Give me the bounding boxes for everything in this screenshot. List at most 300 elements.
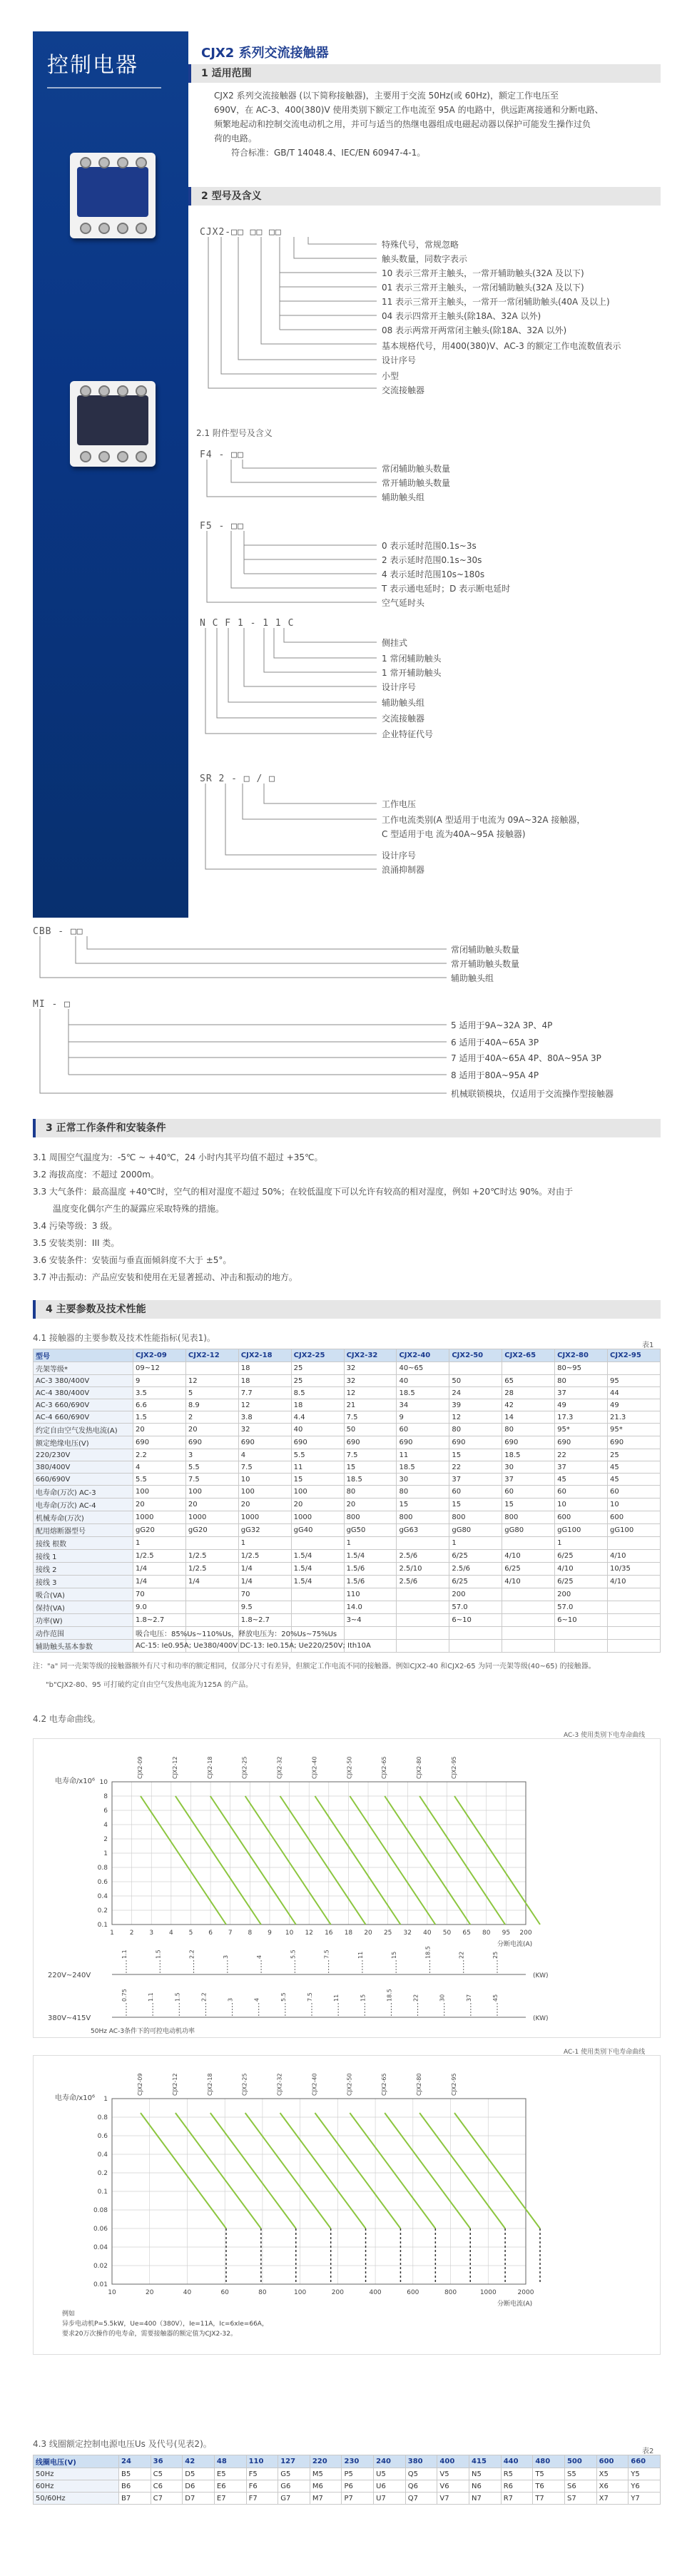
- kw-tick-label: 37: [465, 1994, 472, 2002]
- table-cell: 80: [502, 1424, 555, 1436]
- table-cell: [502, 1362, 555, 1375]
- table-cell: [449, 1640, 502, 1653]
- sr-label: 工作电压: [382, 799, 417, 809]
- table-cell: 70: [238, 1588, 291, 1601]
- table-cell: X6: [596, 2480, 629, 2493]
- table-cell: 1000: [238, 1511, 291, 1524]
- table-cell: 1000: [291, 1511, 344, 1524]
- table-header-cell: 110: [246, 2455, 278, 2468]
- table-cell: 380/400V: [34, 1461, 133, 1474]
- x-tick-label: 20: [146, 2289, 154, 2296]
- series-line: [315, 2113, 400, 2228]
- parameters-table: [33, 1349, 661, 1653]
- series-label: CJX2-50: [346, 1756, 353, 1779]
- table-row: [34, 1576, 661, 1588]
- table-cell: [502, 1588, 555, 1601]
- y-tick-label: 0.8: [97, 1865, 108, 1872]
- table-cell: 6/25: [449, 1550, 502, 1563]
- table-cell: 95*: [608, 1424, 661, 1436]
- table-cell: 50Hz: [34, 2468, 119, 2480]
- table-cell: AC-3 380/400V: [34, 1375, 133, 1387]
- table-cell: 1/2.5: [238, 1550, 291, 1563]
- ncf-label: 1 常闭辅助触头: [382, 654, 442, 664]
- table-cell: Q6: [405, 2480, 437, 2493]
- ncf-label: 辅助触头组: [382, 698, 425, 708]
- series-label: CJX2-25: [241, 2073, 248, 2096]
- example-text: 异步电动机P=5.5kW，Ue=400（380V），Ie=11A，Ic=6xIe=66A，: [62, 2321, 268, 2328]
- table-cell: 保持(VA): [34, 1601, 133, 1614]
- table-cell: 7.7: [238, 1387, 291, 1399]
- table-cell: 690: [555, 1436, 608, 1449]
- page-title: CJX2 系列交流接触器: [201, 46, 329, 61]
- kw-tick-label: 22: [458, 1951, 465, 1959]
- table-cell: [555, 1627, 608, 1640]
- table-cell: AC-4 660/690V: [34, 1411, 133, 1424]
- f4-label: 常开辅助触头数量: [382, 478, 451, 488]
- kw-tick-label: 3: [227, 1997, 234, 2002]
- table-cell: 4/10: [555, 1563, 608, 1576]
- kw-tick-label: 18.5: [424, 1946, 432, 1959]
- table-cell: 25: [291, 1375, 344, 1387]
- table-cell: 12: [185, 1375, 238, 1387]
- sidebar: [33, 31, 188, 918]
- table-cell: gG100: [608, 1524, 661, 1537]
- table-cell: M6: [310, 2480, 342, 2493]
- x-tick-label: 80: [482, 1930, 491, 1937]
- series-line: [141, 2113, 226, 2228]
- ncf-label: 企业特征代号: [382, 729, 434, 739]
- kw-caption: 50Hz AC-3条件下的可控电动机功率: [91, 2028, 195, 2035]
- series-label: CJX2-09: [137, 1756, 143, 1779]
- table-cell: 17.3: [555, 1411, 608, 1424]
- series-line: [175, 2113, 261, 2228]
- y-tick-label: 8: [103, 1793, 108, 1800]
- y-tick-label: 0.01: [93, 2281, 108, 2288]
- table-cell: 7.5: [238, 1461, 291, 1474]
- table-row: [34, 1461, 661, 1474]
- product-image-contactor-side: [56, 367, 170, 474]
- kw-unit-label: (KW): [533, 2015, 549, 2022]
- brand-underline: [47, 87, 161, 88]
- section-heading-scope: 1 适用范围: [188, 64, 661, 83]
- x-tick-label: 18: [344, 1930, 353, 1937]
- table-cell: 6.6: [133, 1399, 186, 1411]
- table-cell: 60: [397, 1424, 449, 1436]
- table-cell: 1.8~2.7: [133, 1614, 186, 1627]
- x-tick-label: 12: [305, 1930, 313, 1937]
- table-cell: 690: [238, 1436, 291, 1449]
- table-cell: gG100: [555, 1524, 608, 1537]
- table-cell: 32: [344, 1375, 397, 1387]
- table-cell: 50: [449, 1375, 502, 1387]
- table-cell: 65: [502, 1375, 555, 1387]
- table-cell: 10: [238, 1474, 291, 1486]
- table-row: [34, 2480, 661, 2493]
- table-cell: E7: [214, 2493, 246, 2505]
- table-cell: 1/4: [133, 1576, 186, 1588]
- table-cell: 690: [608, 1436, 661, 1449]
- kw-tick-label: 1.5: [155, 1949, 162, 1959]
- table-cell: 15: [502, 1499, 555, 1511]
- table-cell: 37: [555, 1387, 608, 1399]
- table-cell: 18.5: [344, 1474, 397, 1486]
- table-header-cell: 48: [214, 2455, 246, 2468]
- kw-tick-label: 30: [439, 1994, 446, 2002]
- table-row: [34, 1563, 661, 1576]
- table-cell: 接线 根数: [34, 1537, 133, 1550]
- table-cell: 接线 3: [34, 1576, 133, 1588]
- table-cell: 22: [555, 1449, 608, 1461]
- model-label: 11 表示三常开主触头，一常开一常闭辅助触头(40A 及以上): [382, 297, 610, 307]
- sr-label: 工作电流类别(A 型适用于电流为 09A~32A 接触器，: [382, 815, 586, 825]
- kw-tick-label: 11: [333, 1994, 340, 2002]
- table-header-cell: 600: [596, 2455, 629, 2468]
- table-cell: 60: [608, 1486, 661, 1499]
- series-label: CJX2-32: [276, 1756, 283, 1779]
- series-label: CJX2-50: [346, 2073, 353, 2096]
- table-cell: Y6: [629, 2480, 661, 2493]
- table-cell: 18: [238, 1362, 291, 1375]
- table-cell: M5: [310, 2468, 342, 2480]
- series-label: CJX2-95: [451, 2073, 457, 2096]
- table-cell: 1.8~2.7: [238, 1614, 291, 1627]
- kw-tick-label: 7.5: [323, 1949, 330, 1959]
- cbb-code: CBB - □□: [33, 926, 83, 937]
- mi-label: 7 适用于40A~65A 4P、80A~95A 3P: [451, 1053, 601, 1063]
- table-cell: 800: [502, 1511, 555, 1524]
- table-cell: [397, 1627, 449, 1640]
- table-header-cell: CJX2-32: [344, 1349, 397, 1362]
- table-cell: 09~12: [133, 1362, 186, 1375]
- f4-label: 常闭辅助触头数量: [382, 464, 451, 474]
- table-cell: 18: [238, 1375, 291, 1387]
- table-cell: 15: [344, 1461, 397, 1474]
- table-cell: 9.0: [133, 1601, 186, 1614]
- x-tick-label: 2000: [517, 2289, 534, 2296]
- table-row: [34, 1375, 661, 1387]
- x-tick-label: 20: [364, 1930, 372, 1937]
- table-row: [34, 1436, 661, 1449]
- table-cell: 8.9: [185, 1399, 238, 1411]
- table-header-cell: 型号: [34, 1349, 133, 1362]
- table-row: [34, 1601, 661, 1614]
- ncf-code: N C F 1 - 1 1 C: [200, 618, 295, 629]
- kw-tick-label: 1.1: [121, 1949, 128, 1959]
- sr-label: 浪涌抑制器: [382, 865, 425, 875]
- kw-tick-label: 22: [412, 1994, 419, 2002]
- table-cell: 40: [291, 1424, 344, 1436]
- model-code: CJX2-□□ □□ □□: [200, 227, 282, 238]
- table-cell: 2.5/6: [449, 1563, 502, 1576]
- sr-label: C 型适用于电 流为40A~95A 接触器): [382, 829, 526, 839]
- table-header-cell: 480: [533, 2455, 565, 2468]
- table-cell: 49: [555, 1399, 608, 1411]
- x-axis-label: 分断电流(A): [497, 1941, 533, 1948]
- table-cell: 39: [449, 1399, 502, 1411]
- ncf-label: 侧挂式: [382, 638, 408, 648]
- table-cell: 4: [133, 1461, 186, 1474]
- sidebar-brand: 控制电器: [47, 53, 138, 78]
- kw-tick-label: 45: [492, 1994, 499, 2002]
- condition-item: 3.4 污染等级：3 级。: [33, 1221, 118, 1231]
- model-label: 小型: [382, 371, 400, 381]
- table-cell: 1.5/4: [291, 1563, 344, 1576]
- x-tick-label: 7: [228, 1930, 233, 1937]
- table-cell: AC-3 660/690V: [34, 1399, 133, 1411]
- series-line: [419, 2113, 505, 2228]
- x-tick-label: 1: [110, 1930, 114, 1937]
- table-cell: D6: [183, 2480, 215, 2493]
- model-label: 基本规格代号，用400(380)V、AC-3 的额定工作电流数值表示: [382, 341, 621, 351]
- table-cell: 1000: [133, 1511, 186, 1524]
- table-row: [34, 1387, 661, 1399]
- table-cell: 57.0: [449, 1601, 502, 1614]
- table-cell: 2.5/6: [397, 1550, 449, 1563]
- series-label: CJX2-80: [416, 1756, 423, 1779]
- table-cell: 60Hz: [34, 2480, 119, 2493]
- table-cell: 30: [397, 1474, 449, 1486]
- table-cell: 2.2: [133, 1449, 186, 1461]
- table-header-cell: CJX2-80: [555, 1349, 608, 1362]
- table-cell: gG20: [133, 1524, 186, 1537]
- table-cell: 5.5: [185, 1461, 238, 1474]
- series-label: CJX2-95: [451, 1756, 457, 1779]
- table-cell: 1: [133, 1537, 186, 1550]
- series-line: [385, 1796, 470, 1925]
- table-cell: F6: [246, 2480, 278, 2493]
- chart-ac3-svg: [34, 1739, 660, 2037]
- table-cell: 32: [238, 1424, 291, 1436]
- table-header-cell: CJX2-65: [502, 1349, 555, 1362]
- model-label: 特殊代号，常规忽略: [382, 240, 459, 250]
- table-cell: [608, 1601, 661, 1614]
- table-cell: 1/2.5: [185, 1563, 238, 1576]
- table-cell: 21.3: [608, 1411, 661, 1424]
- x-tick-label: 3: [149, 1930, 154, 1937]
- table-cell: 3.5: [133, 1387, 186, 1399]
- condition-item: 3.6 安装条件：安装面与垂直面倾斜度不大于 ±5°。: [33, 1255, 232, 1265]
- table-cell: 4/10: [502, 1576, 555, 1588]
- series-label: CJX2-18: [206, 1756, 213, 1779]
- table-cell: 20: [133, 1499, 186, 1511]
- kw-tick-label: 25: [492, 1951, 499, 1959]
- table-cell: 2: [185, 1411, 238, 1424]
- table-cell: 1/4: [185, 1576, 238, 1588]
- table-cell: V7: [437, 2493, 469, 2505]
- table-cell: 30: [502, 1461, 555, 1474]
- f4-label: 辅助触头组: [382, 492, 425, 502]
- table-row: [34, 1362, 661, 1375]
- table-cell: 1: [344, 1537, 397, 1550]
- series-label: CJX2-40: [311, 2073, 318, 2096]
- sr-tree-lines: [200, 784, 385, 912]
- table-cell: 2.5/10: [397, 1563, 449, 1576]
- table1-note: 注："a" 同一壳架等级的接触器额外有尺寸和功率的额定相同，仅部分尺寸有差异，但额定工作电流不同的接触器。例如CJX2-40 和CJX2-65 为同一壳架等级(40~65) 的接触器。: [33, 1663, 596, 1670]
- scope-standard: 符合标准：GB/T 14048.4、IEC/EN 60947-4-1。: [231, 148, 426, 158]
- x-tick-label: 32: [403, 1930, 412, 1937]
- scope-text: [214, 88, 656, 160]
- example-text: 要求20万次操作的电寿命，需要接触器的额定值为CJX2-32。: [62, 2331, 237, 2338]
- series-label: CJX2-12: [171, 1756, 178, 1779]
- y-tick-label: 1: [103, 2096, 108, 2103]
- x-tick-label: 40: [423, 1930, 432, 1937]
- table-cell: 20: [133, 1424, 186, 1436]
- table-cell: 690: [185, 1436, 238, 1449]
- table-cell: 24: [449, 1387, 502, 1399]
- table-cell: 1.5/6: [344, 1576, 397, 1588]
- table-cell: 42: [502, 1399, 555, 1411]
- table-cell: 1000: [185, 1511, 238, 1524]
- table-cell: 20: [291, 1499, 344, 1511]
- table-cell: [608, 1640, 661, 1653]
- table-cell: 4/10: [502, 1550, 555, 1563]
- series-line: [454, 2113, 540, 2228]
- table-row: [34, 1499, 661, 1511]
- table-cell: 10: [608, 1499, 661, 1511]
- series-line: [350, 1796, 435, 1925]
- table-cell: [555, 1640, 608, 1653]
- scope-line: 690V，在 AC-3、400(380)V 使用类别下额定工作电流至 95A 的电路中，供远距离接通和分断电路、: [214, 105, 604, 115]
- table-row: [34, 1486, 661, 1499]
- table-row: [34, 1550, 661, 1563]
- series-label: CJX2-65: [381, 2073, 388, 2096]
- table-cell: 45: [608, 1474, 661, 1486]
- x-tick-label: 16: [325, 1930, 333, 1937]
- table-cell: 800: [449, 1511, 502, 1524]
- kw-tick-label: 15: [360, 1994, 367, 2002]
- y-tick-label: 4: [103, 1822, 108, 1829]
- table-cell: R6: [501, 2480, 533, 2493]
- table-cell: 接线 1: [34, 1550, 133, 1563]
- table-cell: T7: [533, 2493, 565, 2505]
- table-cell: 1: [238, 1537, 291, 1550]
- sr-code: SR 2 - □ / □: [200, 774, 275, 784]
- kw-tick-label: 1.1: [148, 1992, 155, 2002]
- table-row: [34, 2493, 661, 2505]
- f5-code: F5 - □□: [200, 521, 244, 532]
- table-cell: [291, 1601, 344, 1614]
- kw-unit-label: (KW): [533, 1972, 549, 1979]
- y-tick-label: 0.6: [97, 1879, 108, 1886]
- series-label: CJX2-40: [311, 1756, 318, 1779]
- kw-tick-label: 18.5: [386, 1989, 393, 2002]
- table-cell: 1.5/6: [344, 1563, 397, 1576]
- table-cell: P7: [342, 2493, 374, 2505]
- table-cell: 22: [449, 1461, 502, 1474]
- table-cell: [291, 1614, 344, 1627]
- table-cell: 14.0: [344, 1601, 397, 1614]
- condition-item: 3.3 大气条件：最高温度 +40℃时，空气的相对湿度不超过 50%；在较低温度下可以允许有较高的相对湿度，例如 +20℃时达 90%。对由于: [33, 1187, 574, 1197]
- series-label: CJX2-12: [171, 2073, 178, 2096]
- table-cell: 6~10: [449, 1614, 502, 1627]
- table-cell: 70: [133, 1588, 186, 1601]
- table-cell: 25: [291, 1362, 344, 1375]
- table-cell: Y5: [629, 2468, 661, 2480]
- f5-tree-lines: [200, 531, 385, 617]
- table1-caption: 4.1 接触器的主要参数及技术性能指标(见表1)。: [33, 1333, 215, 1343]
- series-line: [245, 1796, 331, 1925]
- table-cell: B6: [119, 2480, 151, 2493]
- series-label: CJX2-32: [276, 2073, 283, 2096]
- table-cell: 动作范围: [34, 1627, 133, 1640]
- mi-label: 8 适用于80A~95A 4P: [451, 1070, 539, 1080]
- table-cell: [397, 1614, 449, 1627]
- table-cell: Y7: [629, 2493, 661, 2505]
- table-cell: 49: [608, 1399, 661, 1411]
- model-label: 交流接触器: [382, 385, 425, 395]
- table-cell: 40~65: [397, 1362, 449, 1375]
- table-cell: 12: [449, 1411, 502, 1424]
- table-cell: 18.5: [502, 1449, 555, 1461]
- table-cell: 1: [555, 1537, 608, 1550]
- table-cell: 电寿命(万次) AC-4: [34, 1499, 133, 1511]
- table-cell: 110: [344, 1588, 397, 1601]
- table-cell: 接线 2: [34, 1563, 133, 1576]
- table-cell: 功率(W): [34, 1614, 133, 1627]
- table-cell: [449, 1362, 502, 1375]
- table-cell: 200: [449, 1588, 502, 1601]
- table-cell: G5: [278, 2468, 310, 2480]
- table-cell: 95*: [555, 1424, 608, 1436]
- kw-tick-label: 15: [391, 1951, 398, 1959]
- table-cell: P5: [342, 2468, 374, 2480]
- table-cell: 600: [555, 1511, 608, 1524]
- table-cell: 44: [608, 1387, 661, 1399]
- table-cell: 80: [449, 1424, 502, 1436]
- x-tick-label: 4: [168, 1930, 173, 1937]
- table-cell: S5: [564, 2468, 596, 2480]
- series-line: [175, 1796, 261, 1925]
- table-cell: T6: [533, 2480, 565, 2493]
- table-cell: 6/25: [449, 1576, 502, 1588]
- table-cell: gG80: [502, 1524, 555, 1537]
- kw-tick-label: 4: [253, 1997, 260, 2002]
- table-cell: 60: [502, 1486, 555, 1499]
- condition-item: 温度变化偶尔产生的凝露应采取特殊的措施。: [53, 1204, 225, 1214]
- y-tick-label: 0.2: [97, 2170, 108, 2177]
- table-cell: 8.5: [291, 1387, 344, 1399]
- series-label: CJX2-18: [206, 2073, 213, 2096]
- table-row: [34, 1524, 661, 1537]
- series-label: CJX2-65: [381, 1756, 388, 1779]
- table-header-cell: 24: [119, 2455, 151, 2468]
- table-cell: 4/10: [608, 1550, 661, 1563]
- table-header-cell: 线圈电压(V): [34, 2455, 119, 2468]
- y-tick-label: 10: [99, 1779, 108, 1786]
- table-cell: 1/4: [238, 1576, 291, 1588]
- table-cell: [608, 1362, 661, 1375]
- table-cell: 1.5/4: [291, 1550, 344, 1563]
- kw-tick-label: 0.75: [121, 1989, 128, 2002]
- scope-line: 频繁地起动和控制交流电动机之用，并可与适当的热继电器组成电磁起动器以保护可能发生操作过负: [214, 119, 591, 129]
- y-tick-label: 0.1: [97, 2189, 108, 2196]
- table-cell: 15: [291, 1474, 344, 1486]
- table-cell: 3: [185, 1449, 238, 1461]
- model-tree-lines: [200, 237, 385, 444]
- table-cell: 6/25: [502, 1563, 555, 1576]
- f4-code: F4 - □□: [200, 450, 244, 460]
- table-header-cell: CJX2-09: [133, 1349, 186, 1362]
- table-cell: 10/35: [608, 1563, 661, 1576]
- table-header-cell: 36: [151, 2455, 183, 2468]
- accessory-subheading: 2.1 附件型号及含义: [196, 428, 273, 438]
- table-cell: 4/10: [608, 1576, 661, 1588]
- f5-label: T 表示通电延时；D 表示断电延时: [382, 584, 511, 594]
- x-axis-label: 分断电流(A): [497, 2301, 533, 2308]
- x-tick-label: 9: [268, 1930, 272, 1937]
- product-image-contactor-front: [56, 138, 170, 245]
- table-header-cell: CJX2-95: [608, 1349, 661, 1362]
